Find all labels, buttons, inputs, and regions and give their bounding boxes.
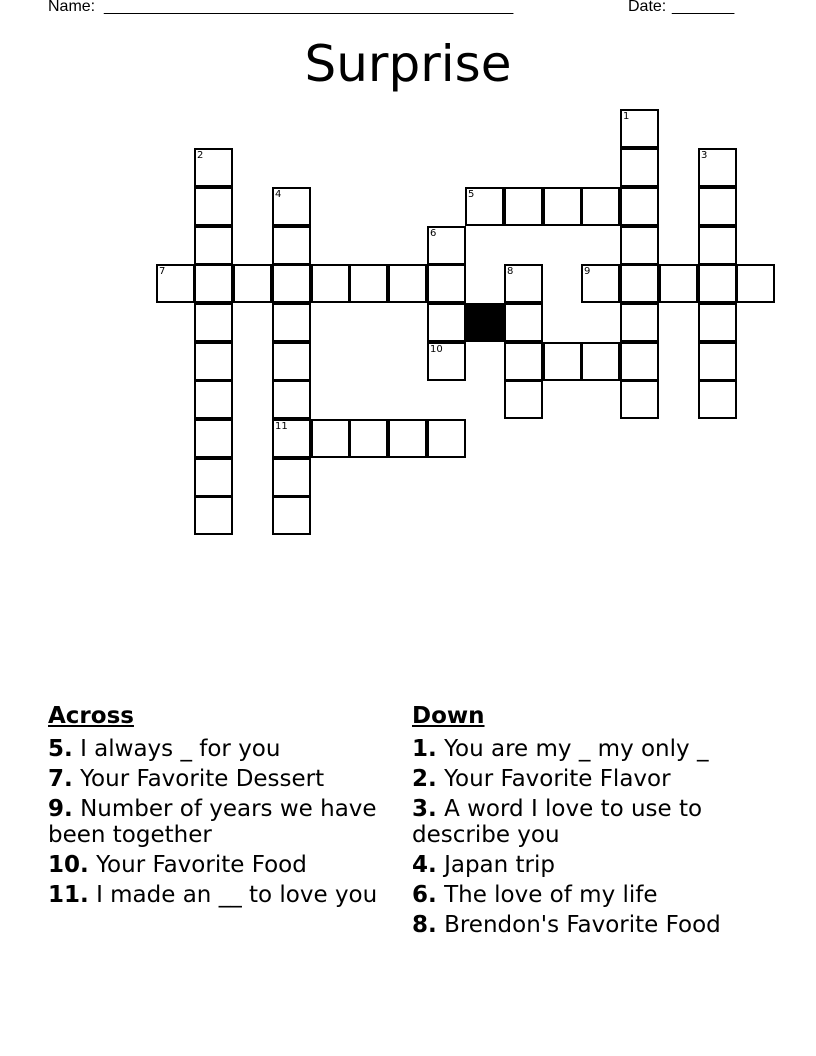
grid-cell[interactable] bbox=[698, 342, 737, 381]
across-heading: Across bbox=[48, 703, 134, 729]
down-clue bbox=[412, 736, 772, 762]
puzzle-title: Surprise bbox=[304, 35, 512, 93]
grid-cell[interactable] bbox=[581, 264, 620, 303]
across-clue-list bbox=[48, 736, 378, 908]
grid-cell[interactable] bbox=[543, 342, 582, 381]
grid-cell[interactable] bbox=[698, 303, 737, 342]
grid-cell[interactable] bbox=[272, 458, 311, 497]
grid-cell[interactable] bbox=[427, 303, 466, 342]
grid-cell[interactable] bbox=[388, 419, 427, 458]
clue-text: Your Favorite Food bbox=[96, 852, 307, 878]
clue-text: I always _ for you bbox=[80, 736, 281, 762]
name-label: Name: bbox=[48, 0, 96, 15]
across-clue bbox=[48, 766, 378, 792]
clue-number: 7 bbox=[159, 266, 166, 277]
grid-cell[interactable] bbox=[194, 419, 233, 458]
grid-cell[interactable] bbox=[427, 342, 466, 381]
across-clues bbox=[48, 702, 378, 912]
grid-cell[interactable] bbox=[427, 419, 466, 458]
across-clue bbox=[48, 882, 378, 908]
grid-cell[interactable] bbox=[620, 148, 659, 187]
grid-cell[interactable] bbox=[698, 264, 737, 303]
clue-number-label: 8. bbox=[412, 912, 437, 938]
clue-number: 6 bbox=[430, 228, 437, 239]
down-clue bbox=[412, 796, 772, 848]
clue-text: A word I love to use to describe you bbox=[412, 796, 703, 848]
clue-text: I made an __ to love you bbox=[96, 882, 378, 908]
clue-number-label: 3. bbox=[412, 796, 437, 822]
clue-number-label: 9. bbox=[48, 796, 73, 822]
across-clue bbox=[48, 736, 378, 762]
grid-cell[interactable] bbox=[194, 226, 233, 265]
grid-cell[interactable] bbox=[194, 264, 233, 303]
clue-number-label: 2. bbox=[412, 766, 437, 792]
clue-number: 2 bbox=[197, 150, 204, 161]
grid-cell[interactable] bbox=[620, 303, 659, 342]
grid-cell[interactable] bbox=[388, 264, 427, 303]
grid-cell[interactable] bbox=[698, 148, 737, 187]
clue-text: The love of my life bbox=[444, 882, 658, 908]
grid-cell[interactable] bbox=[311, 419, 350, 458]
grid-cell[interactable] bbox=[194, 458, 233, 497]
down-clue bbox=[412, 852, 772, 878]
grid-cell[interactable] bbox=[504, 264, 543, 303]
grid-cell[interactable] bbox=[698, 187, 737, 226]
grid-cell[interactable] bbox=[620, 187, 659, 226]
grid-cell[interactable] bbox=[504, 342, 543, 381]
down-heading: Down bbox=[412, 703, 485, 729]
clue-number: 8 bbox=[507, 266, 514, 277]
clue-number: 11 bbox=[275, 421, 288, 432]
grid-cell[interactable] bbox=[311, 264, 350, 303]
across-clue bbox=[48, 796, 378, 848]
clue-number: 1 bbox=[623, 111, 630, 122]
grid-cell[interactable] bbox=[272, 264, 311, 303]
clue-number: 3 bbox=[701, 150, 708, 161]
grid-cell[interactable] bbox=[272, 419, 311, 458]
clue-text: Japan trip bbox=[444, 852, 555, 878]
grid-cell[interactable] bbox=[620, 264, 659, 303]
clue-text: Your Favorite Dessert bbox=[80, 766, 325, 792]
clue-number-label: 7. bbox=[48, 766, 73, 792]
down-clue bbox=[412, 766, 772, 792]
grid-cell[interactable] bbox=[620, 380, 659, 419]
grid-cell[interactable] bbox=[427, 226, 466, 265]
clue-number-label: 10. bbox=[48, 852, 89, 878]
grid-cell[interactable] bbox=[543, 187, 582, 226]
grid-cell[interactable] bbox=[233, 264, 272, 303]
grid-cell[interactable] bbox=[698, 380, 737, 419]
grid-cell[interactable] bbox=[272, 380, 311, 419]
grid-cell[interactable] bbox=[581, 342, 620, 381]
grid-cell[interactable] bbox=[504, 187, 543, 226]
clue-text: Brendon's Favorite Food bbox=[444, 912, 721, 938]
name-blank[interactable]: ______________________________________________ bbox=[104, 0, 514, 15]
grid-cell[interactable] bbox=[504, 303, 543, 342]
clue-number-label: 4. bbox=[412, 852, 437, 878]
down-clue bbox=[412, 882, 772, 908]
grid-cell[interactable] bbox=[194, 148, 233, 187]
grid-cell[interactable] bbox=[349, 264, 388, 303]
grid-cell[interactable] bbox=[272, 226, 311, 265]
grid-cell[interactable] bbox=[620, 109, 659, 148]
grid-cell[interactable] bbox=[659, 264, 698, 303]
grid-cell[interactable] bbox=[581, 187, 620, 226]
grid-cell[interactable] bbox=[349, 419, 388, 458]
clue-number-label: 6. bbox=[412, 882, 437, 908]
grid-cell[interactable] bbox=[736, 264, 775, 303]
clue-number-label: 5. bbox=[48, 736, 73, 762]
clue-number-label: 1. bbox=[412, 736, 437, 762]
grid-cell[interactable] bbox=[272, 496, 311, 535]
grid-cell[interactable] bbox=[156, 264, 195, 303]
grid-cell[interactable] bbox=[194, 187, 233, 226]
grid-cell[interactable] bbox=[272, 342, 311, 381]
grid-cell[interactable] bbox=[427, 264, 466, 303]
clue-number: 4 bbox=[275, 189, 282, 200]
grid-cell[interactable] bbox=[620, 226, 659, 265]
grid-cell[interactable] bbox=[272, 187, 311, 226]
date-label: Date: bbox=[628, 0, 667, 15]
clue-text: Number of years we have been together bbox=[48, 796, 377, 848]
grid-cell[interactable] bbox=[620, 342, 659, 381]
clue-number: 10 bbox=[430, 344, 443, 355]
grid-cell[interactable] bbox=[272, 303, 311, 342]
clue-text: Your Favorite Flavor bbox=[444, 766, 671, 792]
grid-cell[interactable] bbox=[698, 226, 737, 265]
down-clue bbox=[412, 912, 772, 938]
grid-cell[interactable] bbox=[194, 342, 233, 381]
clue-number: 9 bbox=[584, 266, 591, 277]
grid-cell[interactable] bbox=[465, 187, 504, 226]
clue-text: You are my _ my only _ bbox=[444, 736, 709, 762]
grid-cell[interactable] bbox=[194, 496, 233, 535]
clue-number-label: 11. bbox=[48, 882, 89, 908]
clue-number: 5 bbox=[468, 189, 475, 200]
grid-cell[interactable] bbox=[504, 380, 543, 419]
across-clue bbox=[48, 852, 378, 878]
down-clue-list bbox=[412, 736, 772, 938]
down-clues bbox=[412, 702, 772, 942]
black-square bbox=[465, 303, 504, 342]
grid-cell[interactable] bbox=[194, 303, 233, 342]
grid-cell[interactable] bbox=[194, 380, 233, 419]
date-blank[interactable]: _______ bbox=[672, 0, 735, 15]
